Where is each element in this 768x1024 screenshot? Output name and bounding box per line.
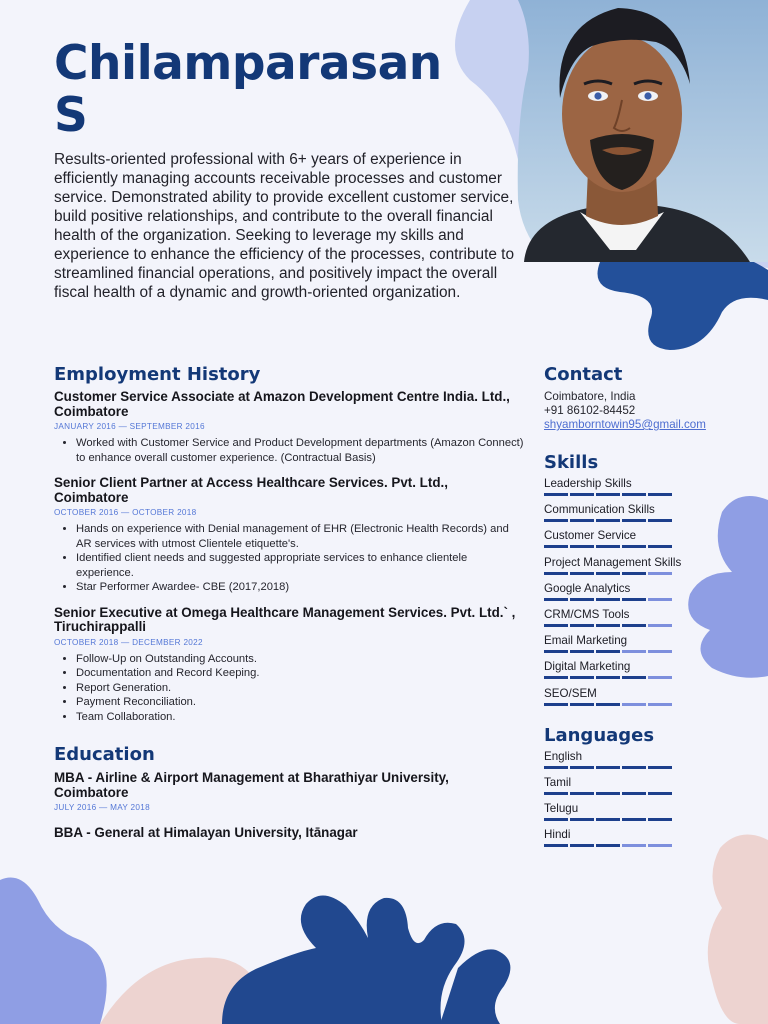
- skill-rating-bar: [544, 545, 724, 548]
- professional-summary: Results-oriented professional with 6+ years of experience in efficiently managing accounts receivable processes and customer service. Demonstrated ability to provide excellent customer service, build positive relationships, and contribute to the overall financial health of the organization. Seeking to leverage my skills and experience to enhance the efficiency of the processes, contribute to streamlined financial operations, and positively impact the overall fiscal health of a dynamic and growth-oriented organization.: [54, 151, 515, 301]
- skill-rating-segment: [596, 493, 620, 496]
- language-rating-segment: [622, 818, 646, 821]
- job-entry: [54, 606, 524, 725]
- skill-rating-segment: [596, 650, 620, 653]
- skill-rating-segment: [570, 650, 594, 653]
- skill-rating-segment: [622, 519, 646, 522]
- language-rating-bar: [544, 792, 724, 795]
- job-bullets: [54, 652, 524, 725]
- employment-history-heading: Employment History: [54, 364, 261, 385]
- degree-title: MBA - Airline & Airport Management at Bharathiyar University, Coimbatore: [54, 770, 449, 800]
- skill-rating-segment: [622, 650, 646, 653]
- skill-rating-segment: [622, 598, 646, 601]
- skill-label: SEO/SEM: [544, 686, 597, 700]
- skill-rating-segment: [596, 703, 620, 706]
- job-title: Senior Executive at Omega Healthcare Management Services. Pvt. Ltd.` , Tiruchirappalli: [54, 604, 516, 634]
- contact-heading: Contact: [544, 364, 623, 385]
- language-rating-segment: [570, 818, 594, 821]
- skills-heading: Skills: [544, 452, 599, 473]
- language-rating-segment: [648, 844, 672, 847]
- skill-rating-segment: [570, 598, 594, 601]
- name-line-2: S: [54, 88, 88, 143]
- job-bullet: • Report Generation.: [76, 681, 524, 696]
- skill-rating-segment: [544, 493, 568, 496]
- main-column: [54, 364, 524, 841]
- skill-item: [544, 529, 724, 555]
- skill-rating-segment: [544, 650, 568, 653]
- skill-rating-segment: [622, 676, 646, 679]
- job-title: Customer Service Associate at Amazon Development Centre India. Ltd., Coimbatore: [54, 389, 510, 419]
- language-rating-segment: [544, 818, 568, 821]
- language-rating-segment: [570, 792, 594, 795]
- skill-rating-segment: [648, 572, 672, 575]
- job-bullet: • Star Performer Awardee- CBE (2017,2018): [76, 580, 524, 595]
- skill-rating-segment: [596, 545, 620, 548]
- skill-rating-segment: [570, 493, 594, 496]
- skill-rating-segment: [648, 598, 672, 601]
- skill-rating-segment: [544, 598, 568, 601]
- skill-rating-segment: [648, 624, 672, 627]
- language-rating-segment: [622, 844, 646, 847]
- language-label: English: [544, 749, 583, 763]
- language-rating-segment: [648, 818, 672, 821]
- job-bullets: [54, 436, 524, 465]
- skill-rating-segment: [544, 545, 568, 548]
- skill-rating-segment: [648, 676, 672, 679]
- side-column: [544, 364, 724, 854]
- job-bullet: • Follow-Up on Outstanding Accounts.: [76, 652, 524, 667]
- languages-list: [544, 750, 724, 855]
- language-item: [544, 750, 724, 776]
- name-line-1: Chilamparasan: [54, 36, 442, 91]
- job-title: Senior Client Partner at Access Healthcare Services. Pvt. Ltd., Coimbatore: [54, 475, 448, 505]
- skill-item: [544, 608, 724, 634]
- contact-details: [544, 390, 724, 432]
- skill-rating-segment: [648, 545, 672, 548]
- language-rating-segment: [648, 766, 672, 769]
- job-bullet: • Team Collaboration.: [76, 710, 524, 725]
- language-rating-segment: [544, 766, 568, 769]
- skill-rating-segment: [596, 519, 620, 522]
- degree-dates: JULY 2016 — MAY 2018: [54, 803, 150, 812]
- skill-rating-segment: [544, 519, 568, 522]
- skill-rating-segment: [648, 493, 672, 496]
- skill-label: Leadership Skills: [544, 477, 632, 490]
- job-entry: [54, 390, 524, 465]
- skill-rating-segment: [544, 703, 568, 706]
- language-item: [544, 802, 724, 828]
- skill-rating-segment: [648, 703, 672, 706]
- skill-rating-segment: [596, 572, 620, 575]
- bottom-right-peach-blob: [708, 835, 768, 1024]
- job-bullet: • Identified client needs and suggested appropriate services to enhance clientele experience.: [76, 551, 524, 580]
- language-label: Tamil: [544, 775, 572, 789]
- language-rating-segment: [544, 844, 568, 847]
- language-rating-segment: [570, 766, 594, 769]
- skill-rating-bar: [544, 493, 724, 496]
- skill-rating-bar: [544, 676, 724, 679]
- education-entry: [54, 771, 524, 812]
- job-bullets: [54, 522, 524, 595]
- language-rating-bar: [544, 766, 724, 769]
- skill-label: Email Marketing: [544, 634, 628, 648]
- skill-rating-segment: [596, 598, 620, 601]
- skill-item: [544, 477, 724, 503]
- skill-label: Google Analytics: [544, 581, 631, 595]
- skill-label: Digital Marketing: [544, 660, 631, 674]
- language-rating-segment: [544, 792, 568, 795]
- skill-item: [544, 503, 724, 529]
- skill-rating-segment: [570, 519, 594, 522]
- skill-rating-bar: [544, 703, 724, 706]
- skill-item: [544, 556, 724, 582]
- skill-rating-segment: [648, 650, 672, 653]
- skill-rating-segment: [622, 572, 646, 575]
- skill-label: Customer Service: [544, 529, 637, 543]
- skill-rating-segment: [570, 545, 594, 548]
- job-bullet: • Worked with Customer Service and Product Development departments (Amazon Connect) to enhance overall customer experience. (Contractual Basis): [76, 436, 524, 465]
- skill-label: Project Management Skills: [544, 555, 682, 569]
- skill-rating-segment: [570, 624, 594, 627]
- job-bullet: • Hands on experience with Denial management of EHR (Electronic Health Records) and AR services with utmost Clientele etiquette's.: [76, 522, 524, 551]
- job-entry: [54, 476, 524, 595]
- language-rating-bar: [544, 844, 724, 847]
- language-label: Telugu: [544, 802, 579, 816]
- skill-rating-segment: [544, 572, 568, 575]
- job-bullet: • Payment Reconciliation.: [76, 695, 524, 710]
- skill-rating-bar: [544, 624, 724, 627]
- language-rating-segment: [596, 766, 620, 769]
- language-label: Hindi: [544, 828, 571, 842]
- skill-rating-segment: [596, 624, 620, 627]
- language-rating-segment: [596, 792, 620, 795]
- skill-rating-segment: [622, 624, 646, 627]
- skill-item: [544, 687, 724, 713]
- bottom-navy-coral: [222, 895, 465, 1024]
- education-entry: [54, 826, 524, 841]
- skill-item: [544, 582, 724, 608]
- skills-list: [544, 477, 724, 713]
- language-rating-segment: [596, 818, 620, 821]
- skill-rating-segment: [622, 545, 646, 548]
- job-dates: OCTOBER 2018 — DECEMBER 2022: [54, 637, 203, 647]
- skill-rating-segment: [622, 703, 646, 706]
- language-rating-bar: [544, 818, 724, 821]
- skill-rating-bar: [544, 598, 724, 601]
- language-rating-segment: [622, 792, 646, 795]
- skill-rating-segment: [544, 676, 568, 679]
- skill-rating-segment: [570, 703, 594, 706]
- contact-location: Coimbatore, India: [544, 390, 636, 403]
- job-dates: OCTOBER 2016 — OCTOBER 2018: [54, 508, 197, 517]
- candidate-name: [54, 38, 534, 142]
- skill-label: Communication Skills: [544, 503, 655, 517]
- bottom-left-periwinkle-leaf: [0, 878, 107, 1024]
- skill-rating-bar: [544, 519, 724, 522]
- education-heading: Education: [54, 744, 155, 765]
- skill-rating-segment: [596, 676, 620, 679]
- language-rating-segment: [648, 792, 672, 795]
- skill-rating-segment: [570, 676, 594, 679]
- skill-item: [544, 634, 724, 660]
- degree-title: BBA - General at Himalayan University, Itānagar: [54, 825, 358, 840]
- language-rating-segment: [596, 844, 620, 847]
- skill-rating-segment: [648, 519, 672, 522]
- contact-phone: +91 86102-84452: [544, 404, 636, 417]
- skill-label: CRM/CMS Tools: [544, 607, 630, 621]
- language-rating-segment: [622, 766, 646, 769]
- language-item: [544, 828, 724, 854]
- languages-heading: Languages: [544, 724, 655, 746]
- skill-rating-bar: [544, 650, 724, 653]
- skill-rating-segment: [544, 624, 568, 627]
- skill-rating-bar: [544, 572, 724, 575]
- language-rating-segment: [570, 844, 594, 847]
- contact-email-link[interactable]: shyamborntowin95@gmail.com: [544, 418, 706, 431]
- skill-rating-segment: [570, 572, 594, 575]
- skill-rating-segment: [622, 493, 646, 496]
- job-bullet: • Documentation and Record Keeping.: [76, 666, 524, 681]
- skill-item: [544, 660, 724, 686]
- job-dates: JANUARY 2016 — SEPTEMBER 2016: [54, 422, 205, 431]
- language-item: [544, 776, 724, 802]
